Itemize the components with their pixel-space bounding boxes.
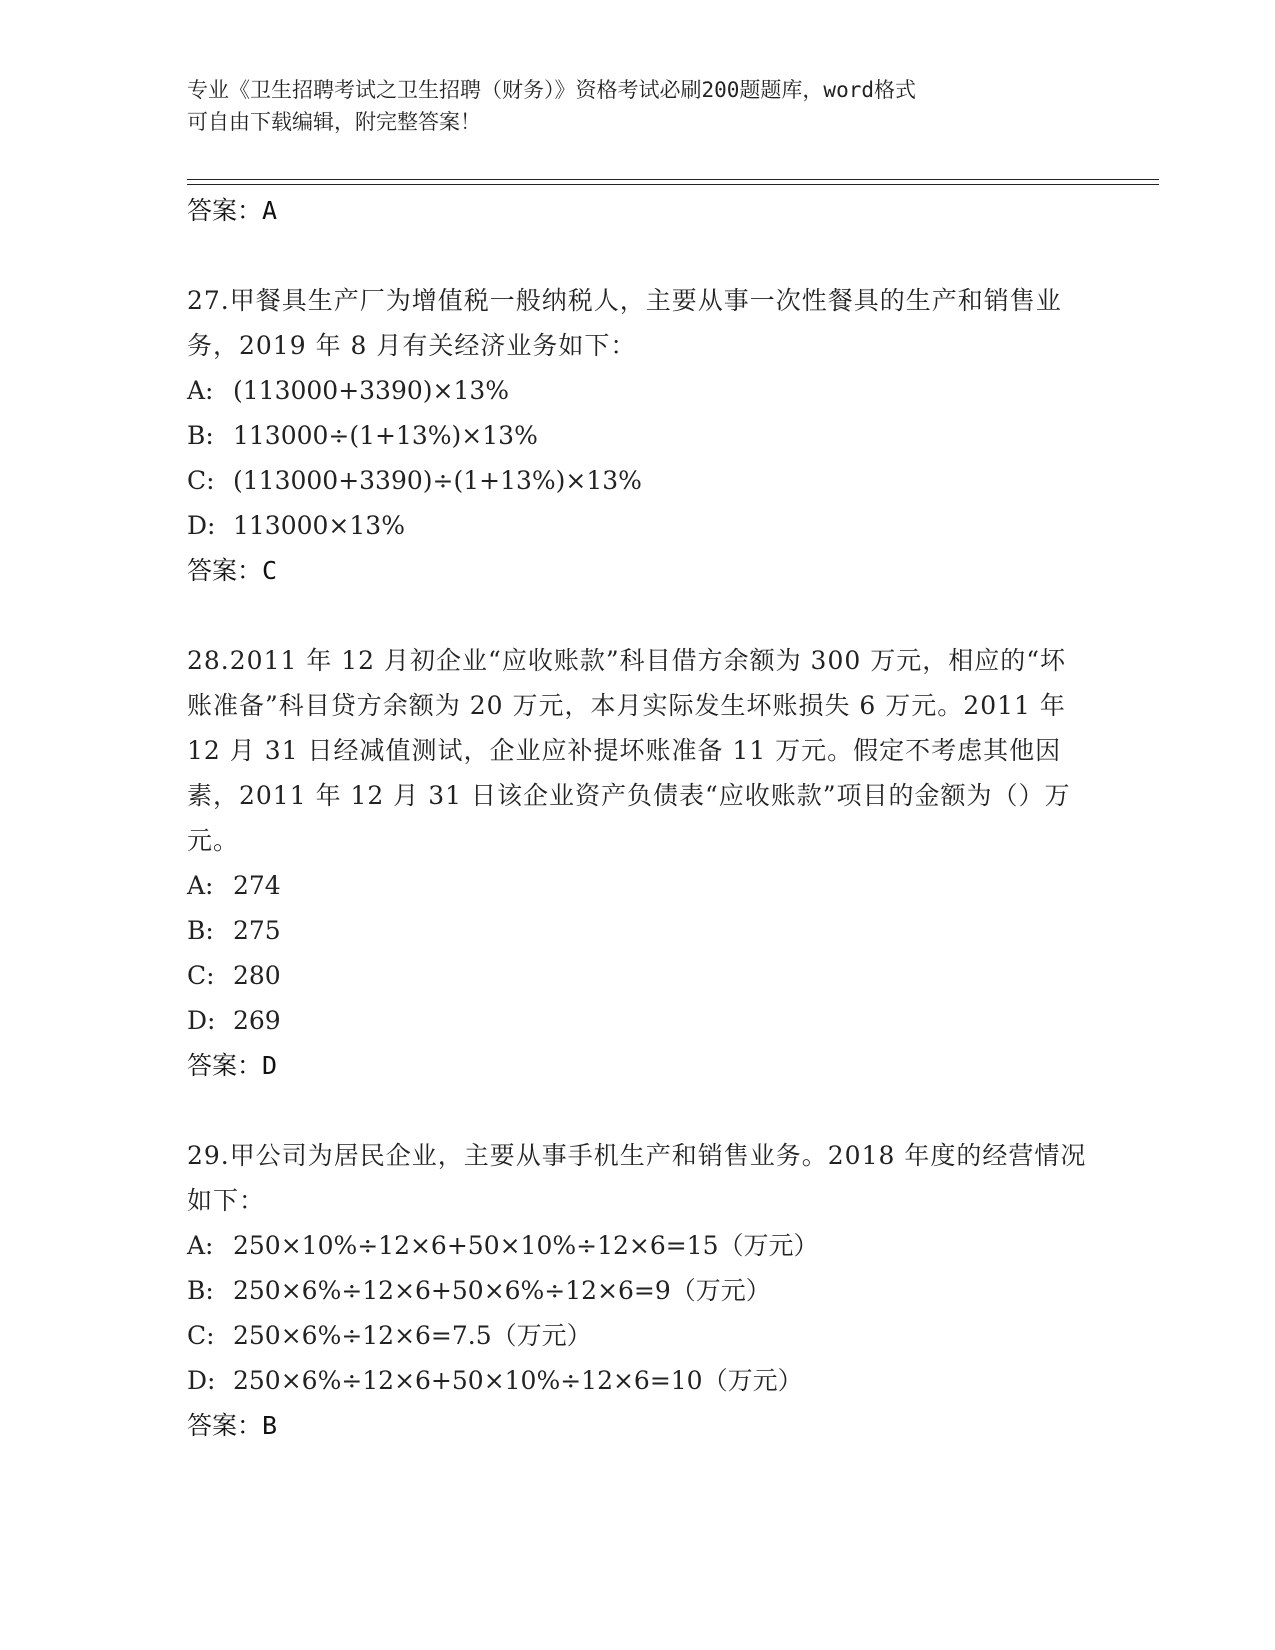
option-a: [187, 1223, 1087, 1268]
option-text: 280: [233, 961, 281, 990]
option-letter: C:: [187, 466, 215, 495]
option-text: (113000+3390)÷(1+13%)×13%: [233, 466, 642, 495]
option-text: 113000÷(1+13%)×13%: [233, 421, 538, 450]
header-rule-bottom: [187, 184, 1159, 185]
question-27: [187, 278, 1087, 594]
question-29: [187, 1133, 1087, 1449]
option-a: [187, 368, 1087, 413]
option-c: [187, 458, 1087, 503]
option-letter: D:: [187, 511, 216, 540]
question-stem: 29.甲公司为居民企业，主要从事手机生产和销售业务。2018 年度的经营情况如下：: [187, 1141, 1087, 1215]
option-text: 250×6%÷12×6=7.5（万元）: [233, 1321, 592, 1350]
option-d: [187, 1358, 1087, 1403]
option-b: [187, 1268, 1087, 1313]
document-body: [187, 188, 1087, 1449]
option-letter: C:: [187, 1321, 215, 1350]
option-text: 274: [233, 871, 281, 900]
option-text: 250×10%÷12×6+50×10%÷12×6=15（万元）: [233, 1231, 819, 1260]
option-text: 250×6%÷12×6+50×6%÷12×6=9（万元）: [233, 1276, 771, 1305]
option-a: [187, 863, 1087, 908]
option-b: [187, 908, 1087, 953]
option-b: [187, 413, 1087, 458]
answer-line: 答案：D: [187, 1051, 278, 1080]
answer-line: 答案：C: [187, 556, 278, 585]
document-header: [187, 74, 1087, 138]
option-d: [187, 998, 1087, 1043]
header-rule-top: [187, 179, 1159, 180]
option-text: 250×6%÷12×6+50×10%÷12×6=10（万元）: [233, 1366, 803, 1395]
answer-line: 答案：B: [187, 1411, 278, 1440]
option-d: [187, 503, 1087, 548]
option-letter: A:: [187, 1231, 214, 1260]
option-text: 275: [233, 916, 281, 945]
option-letter: D:: [187, 1366, 216, 1395]
option-text: 269: [233, 1006, 281, 1035]
option-text: 113000×13%: [233, 511, 405, 540]
header-line-1: 专业《卫生招聘考试之卫生招聘（财务）》资格考试必刷200题题库，word格式: [187, 78, 916, 102]
option-letter: B:: [187, 1276, 214, 1305]
option-c: [187, 1313, 1087, 1358]
option-letter: A:: [187, 376, 214, 405]
answer-line: 答案：A: [187, 196, 278, 225]
header-line-2: 可自由下载编辑，附完整答案！: [187, 110, 481, 134]
option-letter: C:: [187, 961, 215, 990]
option-c: [187, 953, 1087, 998]
option-letter: B:: [187, 421, 214, 450]
option-text: (113000+3390)×13%: [233, 376, 510, 405]
question-stem: 27.甲餐具生产厂为增值税一般纳税人，主要从事一次性餐具的生产和销售业务，2019 年 8 月有关经济业务如下：: [187, 286, 1062, 360]
option-letter: A:: [187, 871, 214, 900]
option-letter: D:: [187, 1006, 216, 1035]
option-letter: B:: [187, 916, 214, 945]
question-28: [187, 638, 1087, 1089]
question-stem: 28.2011 年 12 月初企业“应收账款”科目借方余额为 300 万元，相应的“坏账准备”科目贷方余额为 20 万元，本月实际发生坏账损失 6 万元。2011 年 12 月 31 日经减值测试，企业应补提坏账准备 11 万元。假定不考虑其他因素，2011 年 12 月 31 日该企业资产负债表“应收账款”项目的金额为（）万元。: [187, 646, 1071, 855]
